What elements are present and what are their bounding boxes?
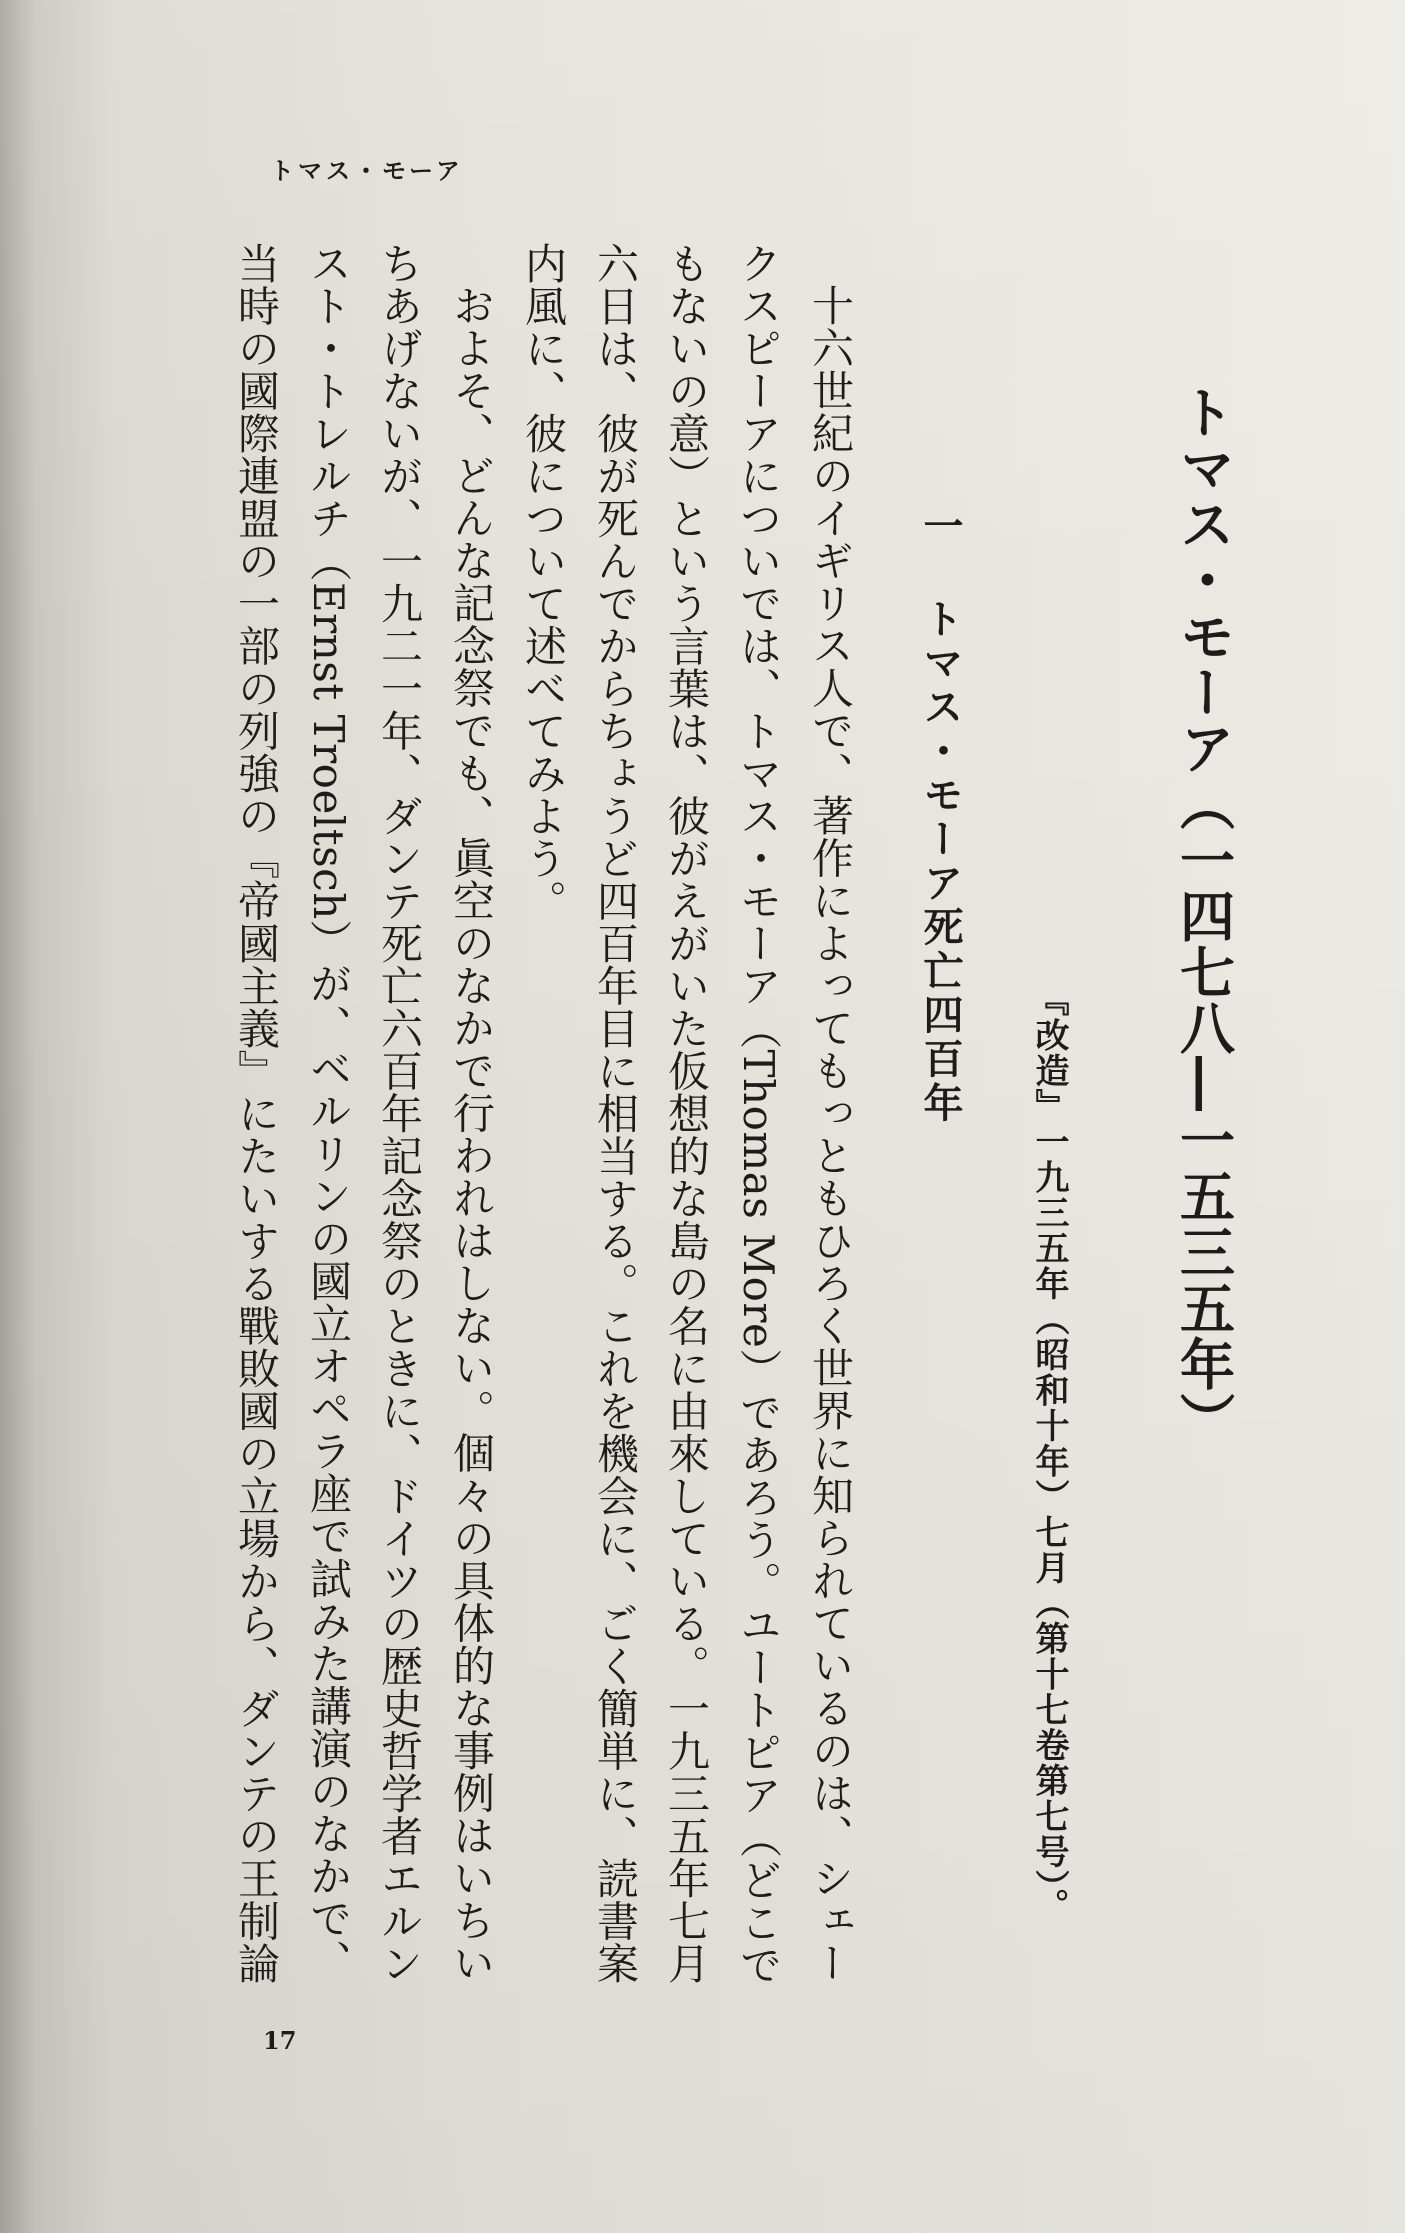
body-column-1: 十六世紀のイギリス人で、著作によってもっともひろく世界に知られているのは、シェー bbox=[806, 284, 855, 1984]
section-heading: トマス・モーア死亡四百年 bbox=[917, 598, 964, 1126]
page-number: 17 bbox=[263, 2026, 297, 2055]
body-column-4: 六日は、彼が死んでからちょうど四百年目に相当する。これを機会に、ごく簡単に、読書案 bbox=[591, 242, 640, 1985]
body-column-5: 内風に、彼について述べてみよう。 bbox=[519, 242, 568, 922]
section-number: 一 bbox=[917, 505, 964, 545]
body-column-3: もないの意）という言葉は、彼がえがいた仮想的な島の名に由來している。一九三五年七月 bbox=[662, 242, 711, 1985]
running-header: トマス・モーア bbox=[270, 156, 464, 185]
body-column-7: ちあげないが、一九二一年、ダンテ死亡六百年記念祭のときに、ドイツの歴史哲学者エルン bbox=[375, 242, 424, 1985]
chapter-title: トマス・モーア（一四七八―一五三五年） bbox=[1171, 384, 1236, 1448]
body-column-2: クスピーアについでは、トマス・モーア（Thomas More）であろう。ユートピア（どこで bbox=[734, 242, 783, 1986]
body-column-9: 当時の國際連盟の一部の列強の『帝國主義』にたいする戰敗國の立場から、ダンテの王制論 bbox=[232, 242, 281, 1985]
body-column-8: スト・トレルチ（Ernst Troeltsch）が、ベルリンの國立オペラ座で試みた講演のなかで、 bbox=[304, 242, 353, 1983]
source-note: 『改造』一九三五年（昭和十年）七月（第十七卷第七号）。 bbox=[1029, 982, 1069, 1924]
body-column-6: およそ、どんな記念祭でも、眞空のなかで行われはしない。個々の具体的な事例はいちい bbox=[447, 284, 496, 1984]
